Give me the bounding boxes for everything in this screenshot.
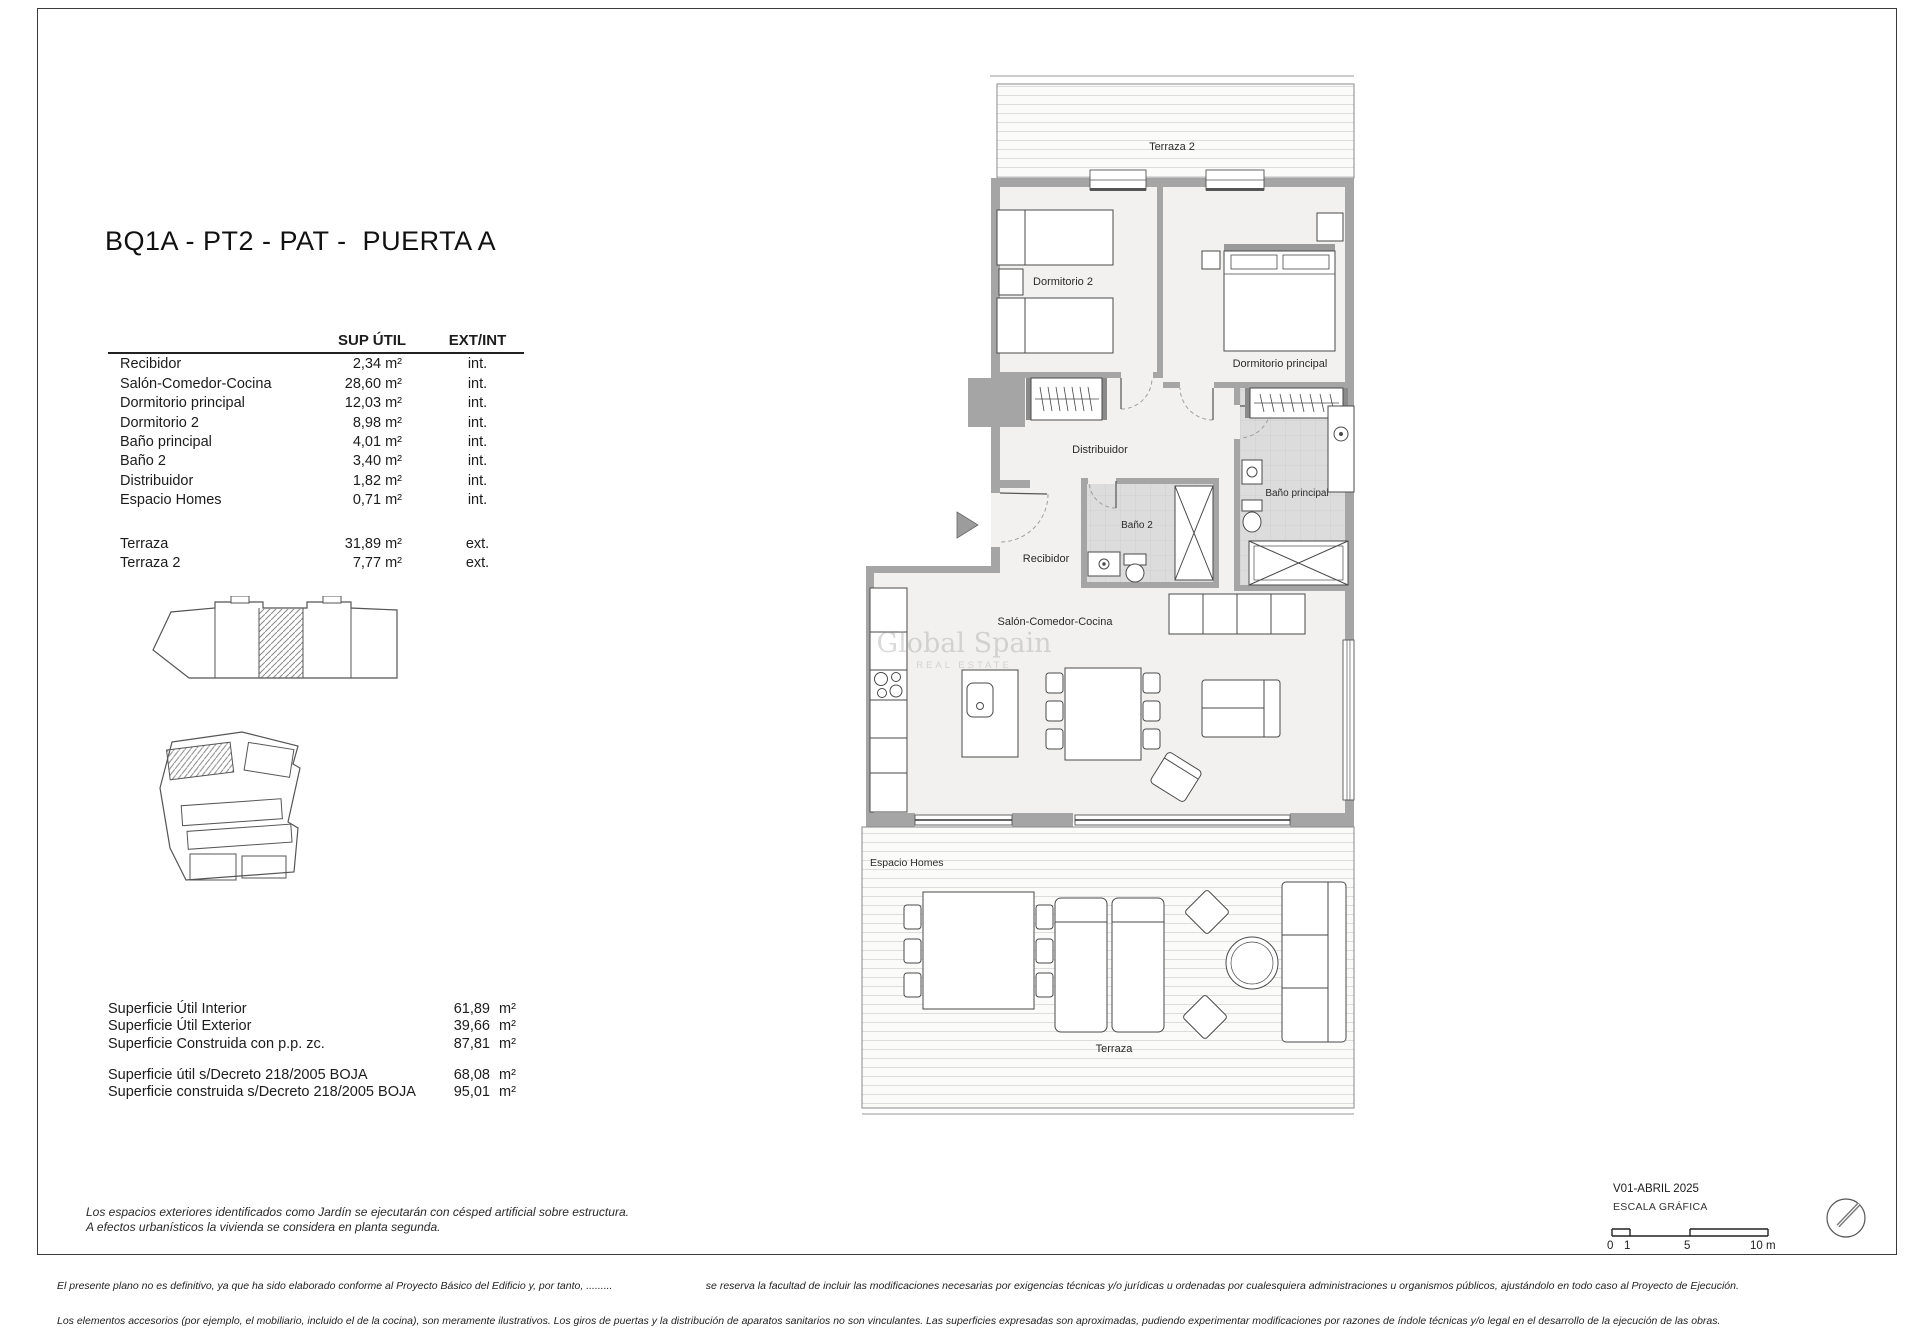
label-bano-2: Baño 2: [1121, 520, 1153, 531]
block-2: [244, 742, 294, 777]
label-salon: Salón-Comedor-Cocina: [997, 616, 1113, 628]
label-dormitorio-2: Dormitorio 2: [1033, 276, 1093, 288]
label-recibidor: Recibidor: [1022, 553, 1070, 565]
area-table-header: [108, 331, 538, 350]
label-terraza: Terraza: [1095, 1043, 1133, 1055]
scale-title: ESCALA GRÁFICA: [1613, 1201, 1708, 1213]
label-espacio-homes: Espacio Homes: [870, 857, 944, 869]
roof-notches: [231, 596, 341, 603]
table-row: Espacio Homes 0,71 m² int.: [120, 492, 488, 509]
highlighted-unit: [259, 609, 303, 678]
legal-disclaimer: [57, 1257, 1907, 1340]
building-strip-diagram: [145, 596, 411, 700]
watermark-name: Global Spain: [876, 628, 1052, 659]
note-line: A efectos urbanísticos la vivienda se considera en planta segunda.: [86, 1220, 441, 1234]
area-table: [108, 331, 538, 573]
graphic-scale-bar: [1610, 1226, 1772, 1238]
label-terraza-2: Terraza 2: [1149, 141, 1195, 153]
table-row: Baño 2 3,40 m² int.: [120, 453, 488, 470]
terraza-2-area: [990, 76, 1354, 178]
note-line: Los espacios exteriores identificados como Jardín se ejecutarán con césped artificial sobre estructura.: [86, 1205, 629, 1219]
north-indicator-icon: [1822, 1194, 1870, 1242]
entrance-arrow-icon: [957, 512, 978, 538]
legal-line: El presente plano no es definitivo, ya que ha sido elaborado conforme al Proyecto Básico del Edificio y, por tanto, ......... se reserva la facultad de incluir las modificaciones necesarias por exigencias técnicas y/o jurídicas u ordenadas por cualesquiera administraciones u organismos públicos, ajustándolo en todo caso al Proyecto de Ejecución.: [57, 1279, 1739, 1292]
legal-line: Los elementos accesorios (por ejemplo, el mobiliario, incluido el de la cocina), son meramente ilustrativos. Los giros de puertas y la distribución de aparatos sanitarios no son vinculantes. Las superficies expresadas son aproximadas, pudiendo experimentar modificaciones por razones de índole técnicas y/o legal en el desarrollo de la ejecución de las obras.: [57, 1314, 1721, 1327]
table-row: Distribuidor 1,82 m² int.: [120, 472, 488, 489]
block-strips: [181, 798, 292, 849]
scale-tick-10: 10 m: [1750, 1240, 1776, 1252]
col-ext-int: EXT/INT: [448, 332, 507, 349]
table-row: Dormitorio 2 8,98 m² int.: [120, 414, 488, 431]
plot-plan-diagram: [150, 730, 334, 904]
highlighted-block: [167, 742, 234, 780]
table-row: Recibidor 2,34 m² int.: [120, 356, 488, 373]
summary-row: Superficie Construida con p.p. zc. 87,81 m²: [108, 1035, 516, 1052]
table-row: Terraza 31,89 m² ext.: [120, 535, 490, 552]
scale-tick-1: 1: [1624, 1240, 1631, 1252]
watermark-tagline: REAL ESTATE: [916, 660, 1012, 671]
summary-row: Superficie construida s/Decreto 218/2005 BOJA 95,01 m²: [108, 1084, 516, 1101]
scale-tick-5: 5: [1684, 1240, 1691, 1252]
label-distribuidor: Distribuidor: [1072, 444, 1128, 456]
table-row: Salón-Comedor-Cocina 28,60 m² int.: [120, 375, 488, 392]
plan-notes: [86, 1205, 629, 1235]
table-row: Dormitorio principal 12,03 m² int.: [120, 395, 488, 412]
table-row: Baño principal 4,01 m² int.: [120, 433, 488, 450]
floor-plan: [850, 60, 1370, 1120]
summary-row: Superficie Útil Exterior 39,66 m²: [108, 1018, 516, 1035]
col-sup-util: SUP ÚTIL: [338, 332, 407, 349]
summary-row: Superficie útil s/Decreto 218/2005 BOJA 68,08 m²: [108, 1066, 516, 1083]
page-title: BQ1A - PT2 - PAT - PUERTA A: [105, 226, 497, 256]
plan-version: V01-ABRIL 2025: [1613, 1183, 1699, 1195]
label-bano-principal: Baño principal: [1265, 488, 1329, 499]
table-row: Terraza 2 7,77 m² ext.: [120, 554, 490, 571]
label-dormitorio-principal: Dormitorio principal: [1232, 358, 1328, 370]
summary-row: Superficie Útil Interior 61,89 m²: [108, 1001, 516, 1017]
scale-tick-0: 0: [1607, 1240, 1614, 1252]
surface-summary: [108, 1001, 548, 1101]
dining-furniture: [1046, 668, 1160, 760]
table-rule: [108, 352, 524, 354]
